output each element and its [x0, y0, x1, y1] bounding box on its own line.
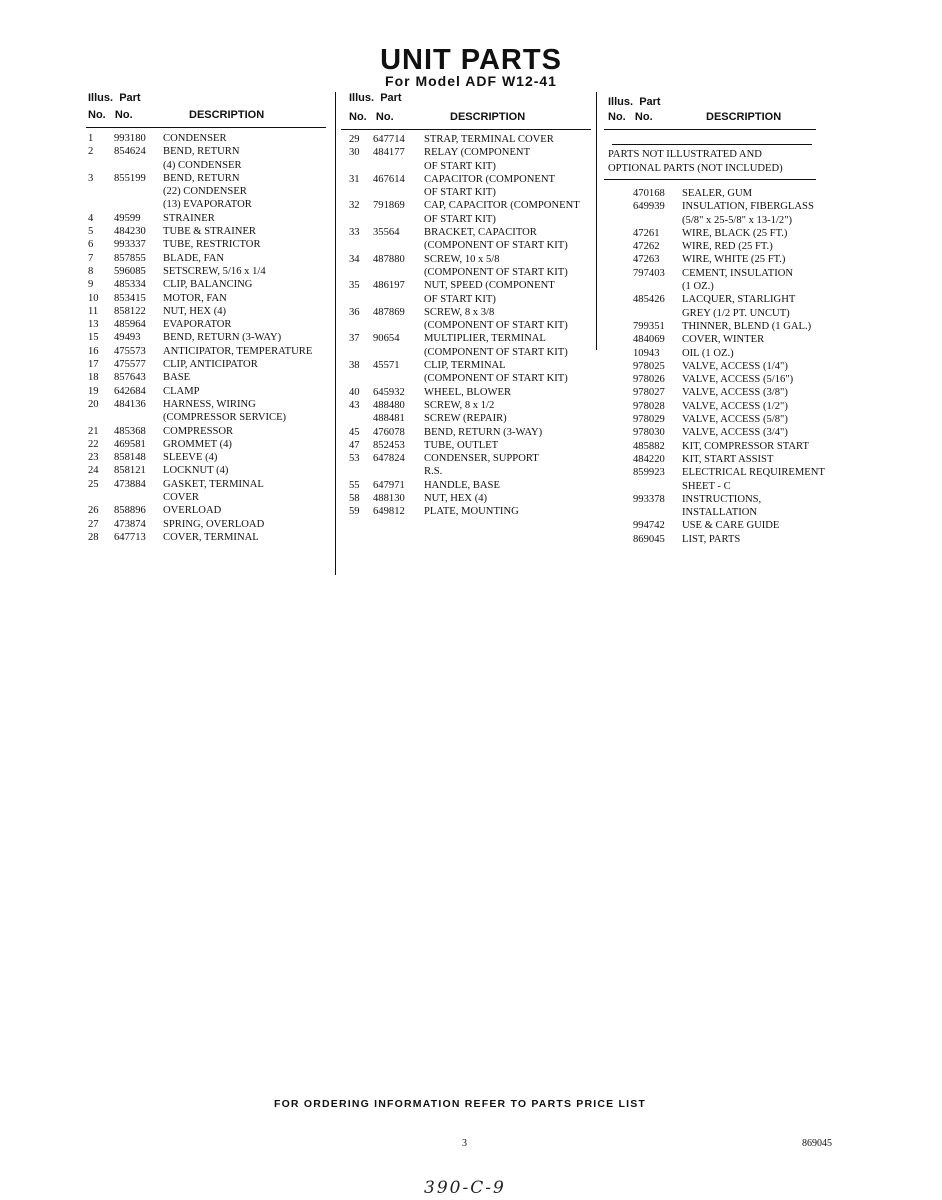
part-number: 857643: [114, 372, 146, 384]
part-number: 475577: [114, 359, 146, 371]
part-description: GASKET, TERMINAL: [163, 478, 264, 490]
illus-number: 6: [88, 239, 94, 251]
part-number: 978025: [633, 360, 665, 372]
part-number: 645932: [373, 386, 405, 398]
part-description: EVAPORATOR: [163, 319, 232, 331]
illus-number: 37: [349, 333, 360, 345]
part-description: NUT, HEX (4): [163, 305, 227, 317]
illus-number: 15: [88, 332, 99, 344]
note-rule: [612, 144, 812, 145]
part-description: TUBE, RESTRICTOR: [163, 239, 261, 251]
header-description: DESCRIPTION: [450, 111, 526, 123]
ordering-info: FOR ORDERING INFORMATION REFER TO PARTS PRICE LIST: [273, 1098, 647, 1110]
part-description: VALVE, ACCESS (5/8"): [682, 414, 788, 426]
part-description: GREY (1/2 PT. UNCUT): [682, 307, 790, 319]
part-description: MULTIPLIER, TERMINAL: [424, 333, 546, 345]
part-description: (COMPONENT OF START KIT): [424, 240, 568, 252]
column-divider-2: [596, 92, 597, 350]
part-number: 993378: [633, 493, 665, 505]
part-description: GROMMET (4): [163, 438, 232, 450]
part-number: 859923: [633, 467, 665, 479]
part-description: NUT, SPEED (COMPONENT: [424, 280, 555, 292]
part-description: ELECTRICAL REQUIREMENT: [682, 467, 825, 479]
part-number: 978029: [633, 414, 665, 426]
part-description: COVER, WINTER: [682, 334, 765, 346]
part-description: BEND, RETURN (3-WAY): [424, 426, 543, 438]
illus-number: 25: [88, 478, 99, 490]
illus-number: 16: [88, 345, 99, 357]
part-number: 487869: [373, 306, 405, 318]
header-rule: [341, 129, 591, 130]
part-description: SHEET - C: [682, 480, 731, 492]
part-number: 647714: [373, 134, 405, 145]
part-description: BEND, RETURN (3-WAY): [163, 332, 282, 344]
part-number: 10943: [633, 347, 660, 359]
illus-number: 13: [88, 319, 99, 331]
part-description: (4) CONDENSER: [163, 159, 242, 171]
part-description: SCREW, 8 x 3/8: [424, 306, 495, 318]
part-description: WIRE, RED (25 FT.): [682, 241, 773, 253]
part-number: 978030: [633, 427, 665, 439]
part-description: SCREW (REPAIR): [424, 413, 507, 425]
part-number: 649939: [633, 201, 665, 213]
illus-number: 27: [88, 518, 99, 530]
part-description: CLAMP: [163, 385, 200, 397]
part-number: 487880: [373, 253, 405, 265]
page-title: UNIT PARTS: [380, 44, 562, 76]
header-description: DESCRIPTION: [706, 111, 782, 123]
column-divider-1: [335, 92, 336, 575]
illus-number: 47: [349, 439, 360, 451]
part-description: VALVE, ACCESS (5/16"): [682, 374, 794, 386]
illus-number: 5: [88, 226, 94, 238]
model-subtitle: For Model ADF W12-41: [385, 73, 557, 89]
part-number: 484220: [633, 453, 665, 465]
part-description: OF START KIT): [424, 187, 496, 199]
part-description: BEND, RETURN: [163, 146, 240, 158]
part-number: 485334: [114, 279, 146, 291]
part-description: (COMPRESSOR SERVICE): [163, 412, 287, 424]
part-description: VALVE, ACCESS (1/4"): [682, 360, 788, 372]
illus-number: 32: [349, 200, 360, 212]
part-description: CEMENT, INSULATION: [682, 267, 794, 279]
part-description: BASE: [163, 372, 191, 384]
not-illustrated-note-line-1: PARTS NOT ILLUSTRATED AND: [608, 149, 762, 160]
illus-number: 26: [88, 505, 99, 517]
part-number: 797403: [633, 267, 665, 279]
illus-number: 2: [88, 146, 94, 158]
part-description: LACQUER, STARLIGHT: [682, 294, 796, 306]
part-description: (13) EVAPORATOR: [163, 199, 252, 211]
part-description: VALVE, ACCESS (3/8"): [682, 387, 788, 399]
illus-number: 58: [349, 493, 360, 505]
part-description: (COMPONENT OF START KIT): [424, 346, 568, 358]
part-description: USE & CARE GUIDE: [682, 520, 780, 532]
part-description: (COMPONENT OF START KIT): [424, 373, 568, 385]
part-description: SEALER, GUM: [682, 188, 753, 199]
illus-number: 21: [88, 425, 99, 437]
illus-number: 8: [88, 265, 94, 277]
part-description: BLADE, FAN: [163, 252, 225, 264]
part-description: INSULATION, FIBERGLASS: [682, 201, 814, 213]
illus-number: 53: [349, 453, 360, 465]
illus-number: 11: [88, 305, 99, 317]
illus-number: 3: [88, 172, 94, 184]
part-description: PLATE, MOUNTING: [424, 506, 519, 518]
illus-number: 10: [88, 292, 99, 304]
part-description: INSTRUCTIONS,: [682, 493, 762, 505]
part-number: 978028: [633, 400, 665, 412]
part-description: COVER, TERMINAL: [163, 531, 259, 543]
illus-number: 20: [88, 398, 99, 410]
part-description: R.S.: [424, 466, 443, 478]
part-number: 475573: [114, 345, 146, 357]
part-description: TUBE, OUTLET: [424, 439, 499, 451]
part-number: 852453: [373, 439, 405, 451]
part-description: LIST, PARTS: [682, 533, 741, 545]
part-number: 467614: [373, 173, 405, 185]
header-rule: [604, 129, 816, 130]
part-description: KIT, START ASSIST: [682, 453, 774, 465]
page-number: 3: [462, 1138, 467, 1149]
part-number: 642684: [114, 385, 146, 397]
part-number: 473874: [114, 518, 146, 530]
note-bottom-rule: [604, 179, 816, 180]
part-description: MOTOR, FAN: [163, 292, 227, 304]
part-description: SCREW, 8 x 1/2: [424, 399, 495, 411]
part-description: CAPACITOR (COMPONENT: [424, 173, 555, 185]
illus-number: 7: [88, 252, 94, 264]
illus-number: 34: [349, 253, 360, 265]
part-number: 869045: [633, 533, 665, 545]
part-number: 853415: [114, 292, 146, 304]
part-number: 647971: [373, 479, 405, 491]
part-description: TUBE & STRAINER: [163, 226, 256, 238]
part-number: 90654: [373, 333, 400, 345]
part-number: 47262: [633, 241, 660, 253]
header-no: No. No.: [608, 111, 653, 123]
part-number: 858148: [114, 452, 146, 464]
illus-number: 31: [349, 173, 360, 185]
part-description: VALVE, ACCESS (3/4"): [682, 427, 788, 439]
part-number: 473884: [114, 478, 146, 490]
illus-number: 1: [88, 133, 94, 144]
part-number: 858896: [114, 505, 146, 517]
part-description: WIRE, WHITE (25 FT.): [682, 254, 786, 266]
part-description: HANDLE, BASE: [424, 479, 500, 491]
header-illus: Illus. Part: [349, 92, 402, 104]
part-number: 484136: [114, 398, 146, 410]
part-number: 484230: [114, 226, 146, 238]
header-illus: Illus. Part: [88, 92, 141, 104]
header-rule: [86, 127, 326, 128]
part-description: (COMPONENT OF START KIT): [424, 320, 568, 332]
part-description: SCREW, 10 x 5/8: [424, 253, 500, 265]
part-description: COMPRESSOR: [163, 425, 234, 437]
header-illus: Illus. Part: [608, 96, 661, 108]
illus-number: 40: [349, 386, 360, 398]
part-number: 470168: [633, 188, 665, 199]
part-description: KIT, COMPRESSOR START: [682, 440, 809, 452]
header-no: No. No.: [349, 111, 394, 123]
illus-number: 19: [88, 385, 99, 397]
part-description: CONDENSER, SUPPORT: [424, 453, 539, 465]
part-description: (COMPONENT OF START KIT): [424, 266, 568, 278]
illus-number: 24: [88, 465, 99, 477]
part-description: RELAY (COMPONENT: [424, 147, 531, 159]
part-number: 647713: [114, 531, 146, 543]
part-description: OVERLOAD: [163, 505, 222, 517]
illus-number: 36: [349, 306, 360, 318]
part-description: (1 OZ.): [682, 281, 714, 293]
part-description: (5/8" x 25-5/8" x 13-1/2"): [682, 214, 793, 226]
part-number: 596085: [114, 265, 146, 277]
part-number: 484177: [373, 147, 405, 159]
part-description: OF START KIT): [424, 160, 496, 172]
part-description: OF START KIT): [424, 213, 496, 225]
part-description: HARNESS, WIRING: [163, 398, 256, 410]
handwritten-note: 390-C-9: [424, 1178, 506, 1198]
part-description: (22) CONDENSER: [163, 186, 247, 198]
part-number: 978026: [633, 374, 665, 386]
illus-number: 22: [88, 438, 99, 450]
part-number: 476078: [373, 426, 405, 438]
part-number: 799351: [633, 320, 665, 332]
part-number: 858121: [114, 465, 146, 477]
illus-number: 59: [349, 506, 360, 518]
part-number: 649812: [373, 506, 405, 518]
illus-number: 18: [88, 372, 99, 384]
header-no: No. No.: [88, 109, 133, 121]
illus-number: 29: [349, 134, 360, 145]
part-number: 858122: [114, 305, 146, 317]
part-description: INSTALLATION: [682, 507, 758, 519]
document-number: 869045: [802, 1138, 832, 1149]
illus-number: 35: [349, 280, 360, 292]
part-number: 47263: [633, 254, 660, 266]
illus-number: 17: [88, 359, 99, 371]
part-number: 994742: [633, 520, 665, 532]
illus-number: 43: [349, 399, 360, 411]
part-description: ANTICIPATOR, TEMPERATURE: [163, 345, 313, 357]
part-description: LOCKNUT (4): [163, 465, 229, 477]
part-number: 993337: [114, 239, 146, 251]
illus-number: 9: [88, 279, 94, 291]
part-description: VALVE, ACCESS (1/2"): [682, 400, 788, 412]
not-illustrated-note-line-2: OPTIONAL PARTS (NOT INCLUDED): [608, 163, 783, 174]
part-description: OF START KIT): [424, 293, 496, 305]
part-number: 488481: [373, 413, 405, 425]
illus-number: 38: [349, 360, 360, 372]
illus-number: 55: [349, 479, 360, 491]
illus-number: 28: [88, 531, 99, 543]
part-description: CLIP, BALANCING: [163, 279, 253, 291]
illus-number: 23: [88, 452, 99, 464]
part-description: OIL (1 OZ.): [682, 347, 734, 359]
part-description: THINNER, BLEND (1 GAL.): [682, 320, 812, 332]
part-number: 47261: [633, 227, 660, 239]
part-number: 485882: [633, 440, 665, 452]
part-number: 485426: [633, 294, 665, 306]
part-number: 488480: [373, 399, 405, 411]
part-number: 978027: [633, 387, 665, 399]
part-number: 484069: [633, 334, 665, 346]
illus-number: 33: [349, 227, 360, 239]
illus-number: 45: [349, 426, 360, 438]
part-number: 469581: [114, 438, 146, 450]
illus-number: 4: [88, 212, 94, 224]
part-number: 791869: [373, 200, 405, 212]
part-description: BEND, RETURN: [163, 172, 240, 184]
part-number: 855199: [114, 172, 146, 184]
part-description: STRAINER: [163, 212, 215, 224]
part-description: STRAP, TERMINAL COVER: [424, 134, 554, 145]
part-description: SPRING, OVERLOAD: [163, 518, 265, 530]
part-description: SETSCREW, 5/16 x 1/4: [163, 265, 266, 277]
part-number: 49599: [114, 212, 141, 224]
part-number: 485368: [114, 425, 146, 437]
part-number: 485964: [114, 319, 146, 331]
part-number: 647824: [373, 453, 405, 465]
part-number: 857855: [114, 252, 146, 264]
part-number: 486197: [373, 280, 405, 292]
part-number: 488130: [373, 493, 405, 505]
part-description: NUT, HEX (4): [424, 493, 488, 505]
header-description: DESCRIPTION: [189, 109, 265, 121]
part-description: CAP, CAPACITOR (COMPONENT: [424, 200, 580, 212]
part-description: WIRE, BLACK (25 FT.): [682, 227, 788, 239]
part-number: 993180: [114, 133, 146, 144]
illus-number: 30: [349, 147, 360, 159]
part-number: 45571: [373, 360, 400, 372]
part-description: CLIP, TERMINAL: [424, 360, 506, 372]
part-description: CLIP, ANTICIPATOR: [163, 359, 258, 371]
part-number: 854624: [114, 146, 146, 158]
part-description: SLEEVE (4): [163, 452, 218, 464]
part-description: WHEEL, BLOWER: [424, 386, 512, 398]
part-description: CONDENSER: [163, 133, 227, 144]
part-number: 49493: [114, 332, 141, 344]
part-number: 35564: [373, 227, 400, 239]
part-description: BRACKET, CAPACITOR: [424, 227, 537, 239]
part-description: COVER: [163, 492, 199, 504]
